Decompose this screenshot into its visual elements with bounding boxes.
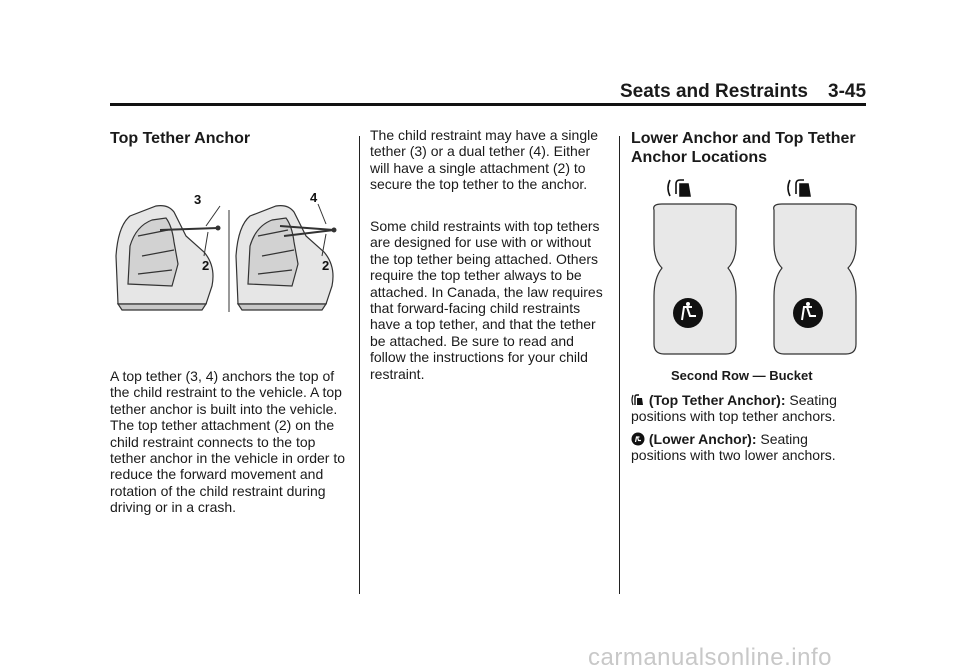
figure-caption: Second Row — Bucket (671, 368, 813, 383)
callout-leader-2a (204, 232, 208, 256)
lower-anchor-legend (631, 431, 863, 464)
bucket-seat-right (774, 204, 857, 354)
top-tether-legend (631, 392, 863, 425)
callout-leader-3 (206, 206, 220, 226)
child-seat-lower-anchor-icon (631, 432, 645, 446)
top-tether-paragraph: A top tether (3, 4) anchors the top of the child restraint to the vehicle. A top tether anchor is built into the vehicle. The top tether attachment (2) on the child restraint connects to the top tether anchor in the vehicle in order to reduce the forward movement and rotation of the child restraint during driving or in a crash. (110, 368, 346, 516)
bucket-seat-left (654, 204, 737, 354)
anchor-locations-heading-line1: Lower Anchor and Top Tether (631, 130, 856, 147)
page-number: 3-45 (828, 81, 867, 102)
child-seat-tether-icon (631, 393, 645, 407)
page-section-title: Seats and Restraints (620, 81, 808, 102)
tether-requirements-paragraph: Some child restraints with top tethers are designed for use with or without the top tether being attached. Others require the top tether always to be attached. In Canada, the law requires that forward-facing child restraints have a top tether, and that the tether be attached. Be sure to read and follow the instructions for your child restraint. (370, 218, 603, 382)
tether-hook (216, 226, 221, 231)
tether-type-paragraph: The child restraint may have a single tether (3) or a dual tether (4). Either will have a single attachment (2) to secure the top tether to the anchor. (370, 127, 598, 193)
child-seat-dual-tether-drawing (236, 206, 333, 310)
column-divider-right (619, 136, 620, 594)
top-tether-description: Seating positions with top tether anchors. (631, 392, 837, 425)
watermark: carmanualsonline.info (588, 644, 832, 671)
lower-anchor-label: (Lower Anchor): (648, 431, 757, 447)
bucket-seats-diagram (640, 174, 860, 360)
column-divider-left (359, 136, 360, 594)
callout-leader-4 (318, 204, 326, 224)
child-seat-tether-illustration (108, 186, 354, 316)
tether-symbol-left (668, 180, 690, 196)
top-tether-heading: Top Tether Anchor (110, 130, 251, 147)
callout-2b: 2 (322, 258, 330, 273)
dual-tether-hook (332, 228, 337, 233)
header-rule (110, 103, 866, 106)
callout-4: 4 (310, 190, 318, 205)
callout-3: 3 (194, 192, 202, 207)
callout-2a: 2 (202, 258, 210, 273)
top-tether-label: (Top Tether Anchor): (648, 392, 786, 408)
anchor-locations-heading-line2: Anchor Locations (631, 149, 768, 166)
lower-anchor-description: Seating positions with two lower anchors. (631, 431, 836, 464)
child-seat-single-tether-drawing (116, 206, 213, 310)
tether-symbol-right (788, 180, 810, 196)
